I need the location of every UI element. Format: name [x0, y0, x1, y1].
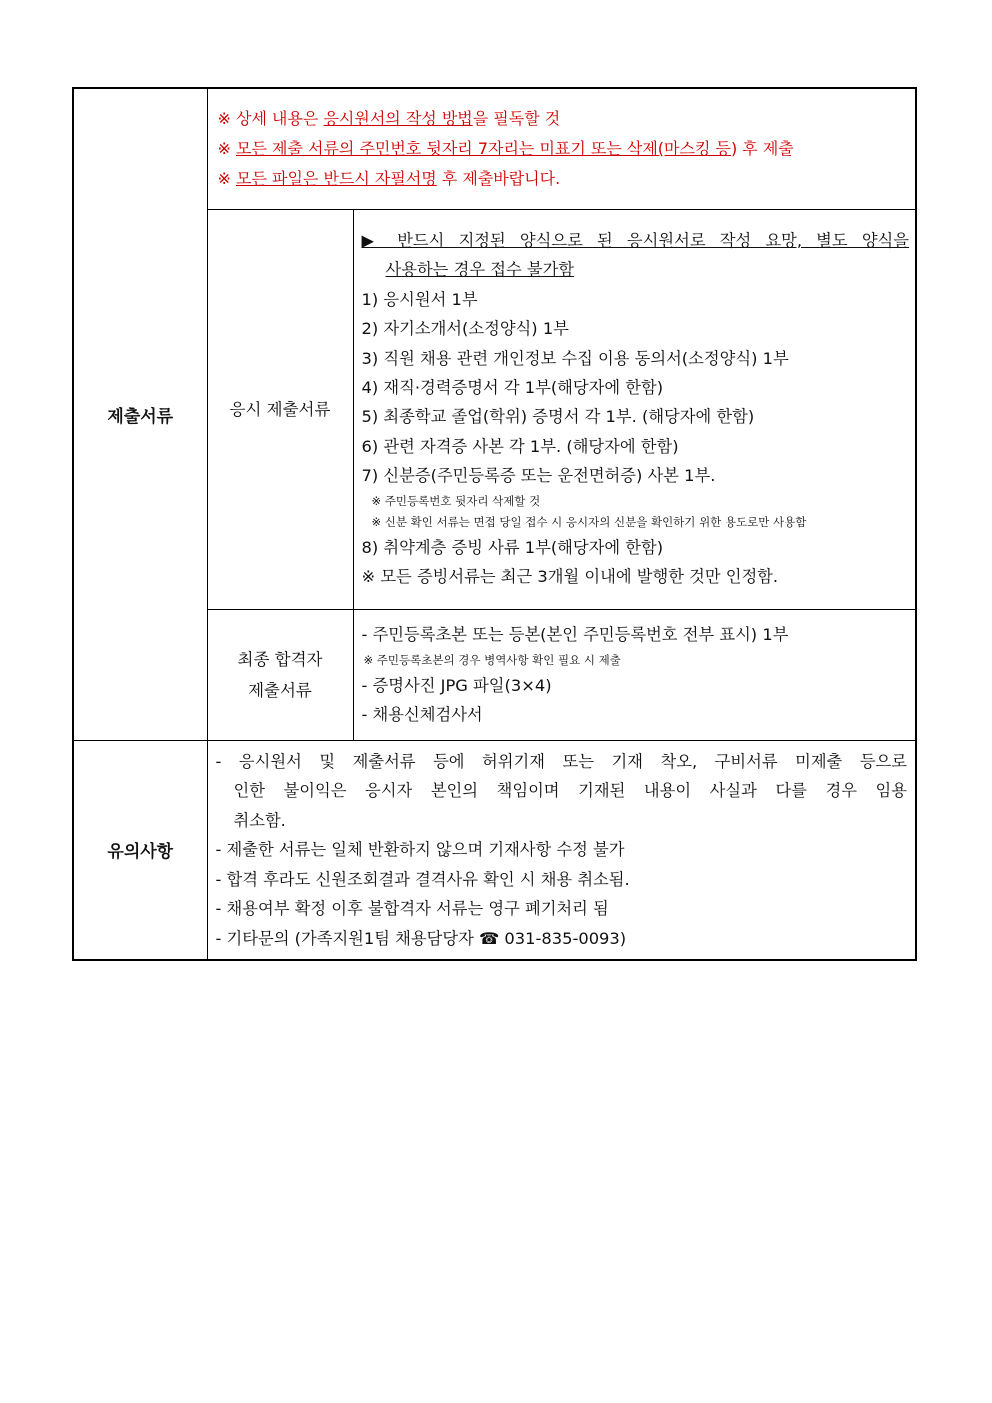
caution-row — [73, 740, 916, 960]
notice-box — [207, 88, 916, 210]
final-item-1: - 주민등록초본 또는 등본(본인 주민등록번호 전부 표시) 1부 — [361, 625, 789, 645]
final-note: ※ 주민등록초본의 경우 병역사항 확인 필요 시 제출 — [363, 652, 621, 667]
application-docs-label: 응시 제출서류 — [207, 210, 353, 610]
notice-row — [73, 88, 916, 210]
doc-item-3: 3) 직원 채용 관련 개인정보 수집 이용 동의서(소정양식) 1부 — [361, 348, 789, 368]
application-docs-list — [353, 210, 916, 610]
caution-item-1-line-2: 인한 불이익은 응시자 본인의 책임이며 기재된 내용이 사실과 다를 경우 임용 — [233, 781, 908, 801]
final-docs-label-line1: 최종 합격자 — [237, 650, 323, 670]
caution-item-5: - 기타문의 (가족지원1팀 채용담당자 ☎ 031-835-0093) — [215, 928, 627, 948]
final-docs-label — [207, 610, 353, 740]
doc-item-4: 4) 재직·경력증명서 각 1부(해당자에 한함) — [361, 378, 664, 398]
doc-item-6: 6) 관련 자격증 사본 각 1부. (해당자에 한함) — [361, 436, 679, 456]
caution-section-label: 유의사항 — [73, 740, 207, 960]
final-docs-list — [353, 610, 916, 740]
doc-item-1: 1) 응시원서 1부 — [361, 289, 478, 309]
doc-item-8: 8) 취약계층 증빙 사류 1부(해당자에 한함) — [361, 537, 664, 557]
doc-item-7: 7) 신분증(주민등록증 또는 운전면허증) 사본 1부. — [361, 466, 716, 486]
doc-sub-note-1: ※ 주민등록번호 뒷자리 삭제할 것 — [371, 493, 541, 508]
final-item-2: - 증명사진 JPG 파일(3×4) — [361, 675, 552, 695]
application-docs-heading-cont: 사용하는 경우 접수 불가함 — [385, 260, 575, 280]
caution-item-1-line-1: - 응시원서 및 제출서류 등에 허위기재 또는 기재 착오, 구비서류 미제출 등으로 — [215, 751, 908, 771]
doc-footer-note: ※ 모든 증빙서류는 최근 3개월 이내에 발행한 것만 인정함. — [361, 567, 779, 587]
doc-item-2: 2) 자기소개서(소정양식) 1부 — [361, 319, 569, 339]
submission-section-label: 제출서류 — [73, 88, 207, 740]
notice-line-3: ※ 모든 파일은 반드시 자필서명 후 제출바랍니다. — [217, 169, 561, 188]
final-item-3: - 채용신체검사서 — [361, 705, 483, 725]
caution-item-2: - 제출한 서류는 일체 반환하지 않으며 기재사항 수정 불가 — [215, 840, 625, 860]
notice-line-1: ※ 상세 내용은 응시원서의 작성 방법을 필독할 것 — [217, 109, 561, 128]
doc-item-5: 5) 최종학교 졸업(학위) 증명서 각 1부. (해당자에 한함) — [361, 407, 755, 427]
caution-item-1-line-3: 취소함. — [233, 810, 286, 830]
caution-list — [207, 740, 916, 960]
recruitment-document-table — [72, 87, 917, 961]
application-docs-heading: ▶ 반드시 지정된 양식으로 된 응시원서로 작성 요망, 별도 양식을 — [361, 231, 910, 250]
doc-sub-note-2: ※ 신분 확인 서류는 면접 당일 접수 시 응시자의 신분을 확인하기 위한 용도로만 사용함 — [371, 514, 807, 529]
notice-line-2: ※ 모든 제출 서류의 주민번호 뒷자리 7자리는 미표기 또는 삭제(마스킹 등) 후 제출 — [217, 139, 794, 158]
final-docs-label-line2: 제출서류 — [248, 681, 312, 701]
caution-item-3: - 합격 후라도 신원조회결과 결격사유 확인 시 채용 취소됨. — [215, 869, 630, 889]
caution-item-4: - 채용여부 확정 이후 불합격자 서류는 영구 폐기처리 됨 — [215, 899, 609, 919]
